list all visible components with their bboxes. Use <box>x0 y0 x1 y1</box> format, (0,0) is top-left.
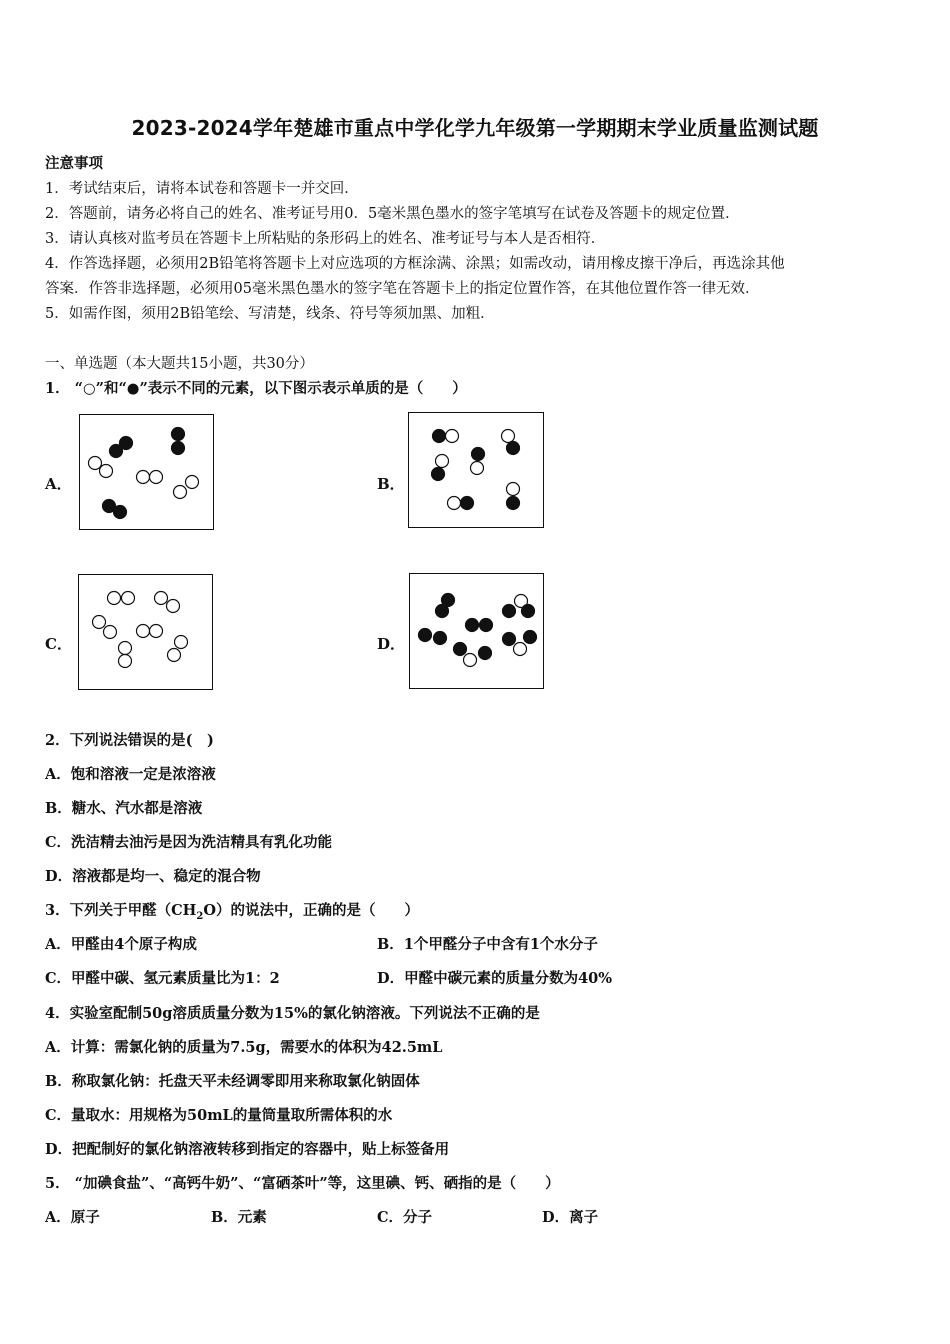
q4-option-b: B．称取氯化钠：托盘天平未经调零即用来称取氯化钠固体 <box>45 1073 420 1090</box>
q2-option-b: B．糖水、汽水都是溶液 <box>45 800 203 817</box>
notice-item: 4．作答选择题，必须用2B铅笔将答题卡上对应选项的方框涂满、涂黑；如需改动，请用橡皮擦干净后，再选涂其他 <box>45 256 785 272</box>
q3-option-d: D．甲醛中碳元素的质量分数为40% <box>377 970 613 987</box>
q2-option-c: C．洗洁精去油污是因为洗洁精具有乳化功能 <box>45 834 333 851</box>
question-2-stem: 2．下列说法错误的是( ) <box>45 732 214 749</box>
notice-item: 2．答题前，请务必将自己的姓名、准考证号用0．5毫米黑色墨水的签字笔填写在试卷及答题卡的规定位置． <box>45 206 740 222</box>
q3-stem-subscript: 2 <box>196 910 204 922</box>
question-1-stem: 1． “○”和“●”表示不同的元素，以下图示表示单质的是（ ） <box>45 380 467 397</box>
page-title: 2023-2024学年楚雄市重点中学化学九年级第一学期期末学业质量监测试题 <box>131 116 819 140</box>
notice-heading: 注意事项 <box>45 155 103 172</box>
notice-item: 1．考试结束后，请将本试卷和答题卡一并交回． <box>45 181 359 197</box>
q1-diagram-c <box>78 574 213 690</box>
q4-option-d: D．把配制好的氯化钠溶液转移到指定的容器中，贴上标签备用 <box>45 1141 450 1158</box>
q1-diagram-b <box>408 412 544 528</box>
q1-option-d-label: D． <box>377 635 406 653</box>
notice-item: 答案．作答非选择题，必须用05毫米黑色墨水的签字笔在答题卡上的指定位置作答，在其他位置作答一律无效． <box>45 281 760 297</box>
q1-diagram-d <box>409 573 544 689</box>
q2-option-a: A．饱和溶液一定是浓溶液 <box>45 766 216 783</box>
q1-option-c-label: C． <box>45 635 72 653</box>
q5-option-d: D．离子 <box>542 1209 599 1226</box>
q5-option-c: C．分子 <box>377 1209 433 1226</box>
notice-item: 5．如需作图，须用2B铅笔绘、写清楚，线条、符号等须加黑、加粗． <box>45 306 495 322</box>
q1-option-a-label: A． <box>45 475 72 493</box>
q3-stem-part: O）的说法中，正确的是（ ） <box>203 902 419 919</box>
q5-option-b: B．元素 <box>211 1209 267 1226</box>
question-4-stem: 4．实验室配制50g溶质质量分数为15%的氯化钠溶液。下列说法不正确的是 <box>45 1005 540 1022</box>
q4-option-c: C．量取水：用规格为50mL的量筒量取所需体积的水 <box>45 1107 393 1124</box>
q3-option-a: A．甲醛由4个原子构成 <box>45 936 197 953</box>
q3-option-c: C．甲醛中碳、氢元素质量比为1：2 <box>45 970 280 987</box>
q3-stem-part: 3．下列关于甲醛（CH <box>45 902 197 919</box>
q1-option-b-label: B． <box>377 475 405 493</box>
section-heading: 一、单选题（本大题共15小题，共30分） <box>45 356 314 372</box>
q2-option-d: D．溶液都是均一、稳定的混合物 <box>45 868 261 885</box>
q5-option-a: A．原子 <box>45 1209 100 1226</box>
question-5-stem: 5． “加碘食盐”、“高钙牛奶”、“富硒茶叶”等，这里碘、钙、硒指的是（ ） <box>45 1175 560 1192</box>
question-3-stem <box>45 899 419 922</box>
q3-option-b: B．1个甲醛分子中含有1个水分子 <box>377 936 598 953</box>
q4-option-a: A．计算：需氯化钠的质量为7.5g，需要水的体积为42.5mL <box>45 1039 443 1056</box>
q1-diagram-a <box>79 414 214 530</box>
notice-item: 3．请认真核对监考员在答题卡上所粘贴的条形码上的姓名、准考证号与本人是否相符． <box>45 231 606 247</box>
